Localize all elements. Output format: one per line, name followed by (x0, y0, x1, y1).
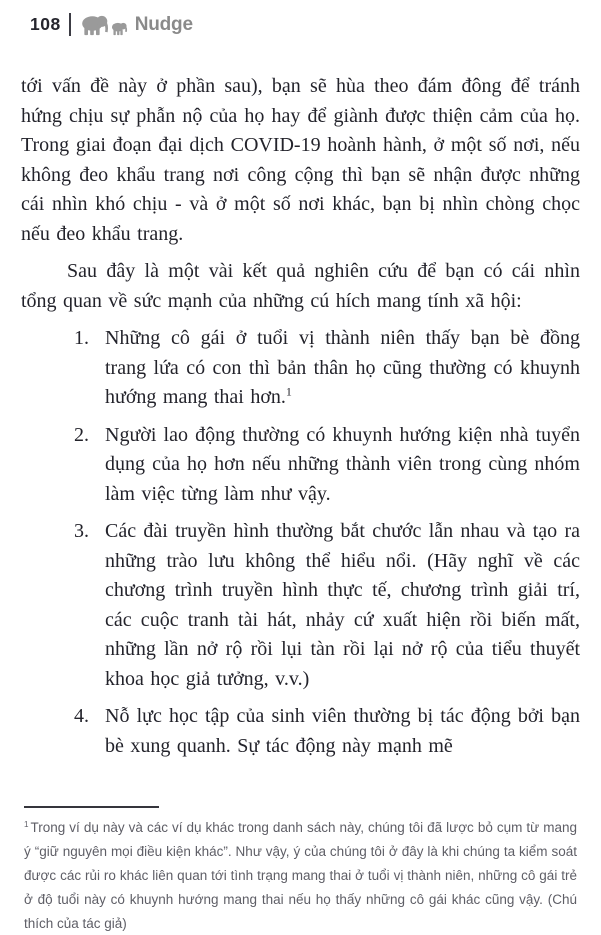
numbered-list (21, 324, 580, 761)
footnote-section (24, 806, 577, 935)
list-item-number: 4. (74, 705, 89, 727)
elephants-icon (80, 14, 128, 36)
list-item-number: 1. (74, 327, 89, 349)
list-item-1 (74, 324, 580, 413)
list-item-body: Những cô gái ở tuổi vị thành niên thấy bạn bè đồng trang lứa có con thì bản thân họ cũng thường có khuynh hướng mang thai hơn. (105, 327, 580, 408)
list-item-4 (74, 702, 580, 761)
page-content (21, 72, 580, 769)
footnote-separator (24, 806, 159, 808)
page-number: 108 (30, 14, 61, 34)
paragraph-1: tới vấn đề này ở phần sau), bạn sẽ hùa theo đám đông để tránh hứng chịu sự phẫn nộ của họ hay để giành được thiện cảm của họ. Trong giai đoạn đại dịch COVID-19 hoành hành, ở một số nơi, nếu không đeo khẩu trang nơi công cộng thì bạn sẽ nhận được những cái nhìn khó chịu - và ở một số nơi khác, bạn bị nhìn chòng chọc nếu đeo khẩu trang. (21, 75, 580, 245)
paragraph-2: Sau đây là một vài kết quả nghiên cứu để bạn có cái nhìn tổng quan về sức mạnh của những cú hích mang tính xã hội: (21, 260, 580, 312)
footnote-text (24, 816, 577, 935)
book-title: Nudge (134, 13, 193, 35)
footnote-body: Trong ví dụ này và các ví dụ khác trong danh sách này, chúng tôi đã lược bỏ cụm từ mang ý “giữ nguyên mọi điều kiện khác”. Như vậy, ý của chúng tôi ở đây là khi chúng ta kiểm soát được các rủi ro khác liên quan tới tình trạng mang thai ở tuổi vị thành niên, những cô gái trẻ ở độ tuổi này có khuynh hướng mang thai nếu họ thấy những cô gái khác cũng vậy. (Chú thích của tác giả) (24, 820, 577, 931)
list-item-number: 2. (74, 423, 89, 446)
list-item-text: Người lao động thường có khuynh hướng kiện nhà tuyển dụng của họ hơn nếu những thành viên trong cùng nhóm làm việc từng làm như vậy. (105, 423, 580, 505)
footnote-reference: 1 (285, 384, 292, 399)
list-item-3 (74, 517, 580, 694)
footnote-marker: 1 (24, 819, 29, 829)
list-item-2 (74, 421, 580, 510)
list-item-text: Các đài truyền hình thường bắt chước lẫn nhau và tạo ra những trào lưu không thể hiểu nổi. (Hãy nghĩ về các chương trình truyền hình thực tế, chương trình giải trí, các cuộc tranh tài hát, nhảy cứ xuất hiện rồi biến mất, những lần nở rộ rồi lụi tàn rồi lại nở rộ của tiểu thuyết khoa học giả tưởng, v.v.) (105, 520, 580, 690)
list-item-text: Nỗ lực học tập của sinh viên thường bị tác động bởi bạn bè xung quanh. Sự tác động này mạnh mẽ (105, 705, 580, 757)
page-header (30, 13, 193, 36)
list-item-text (105, 324, 580, 413)
header-divider (69, 13, 71, 36)
list-item-number: 3. (74, 520, 89, 542)
